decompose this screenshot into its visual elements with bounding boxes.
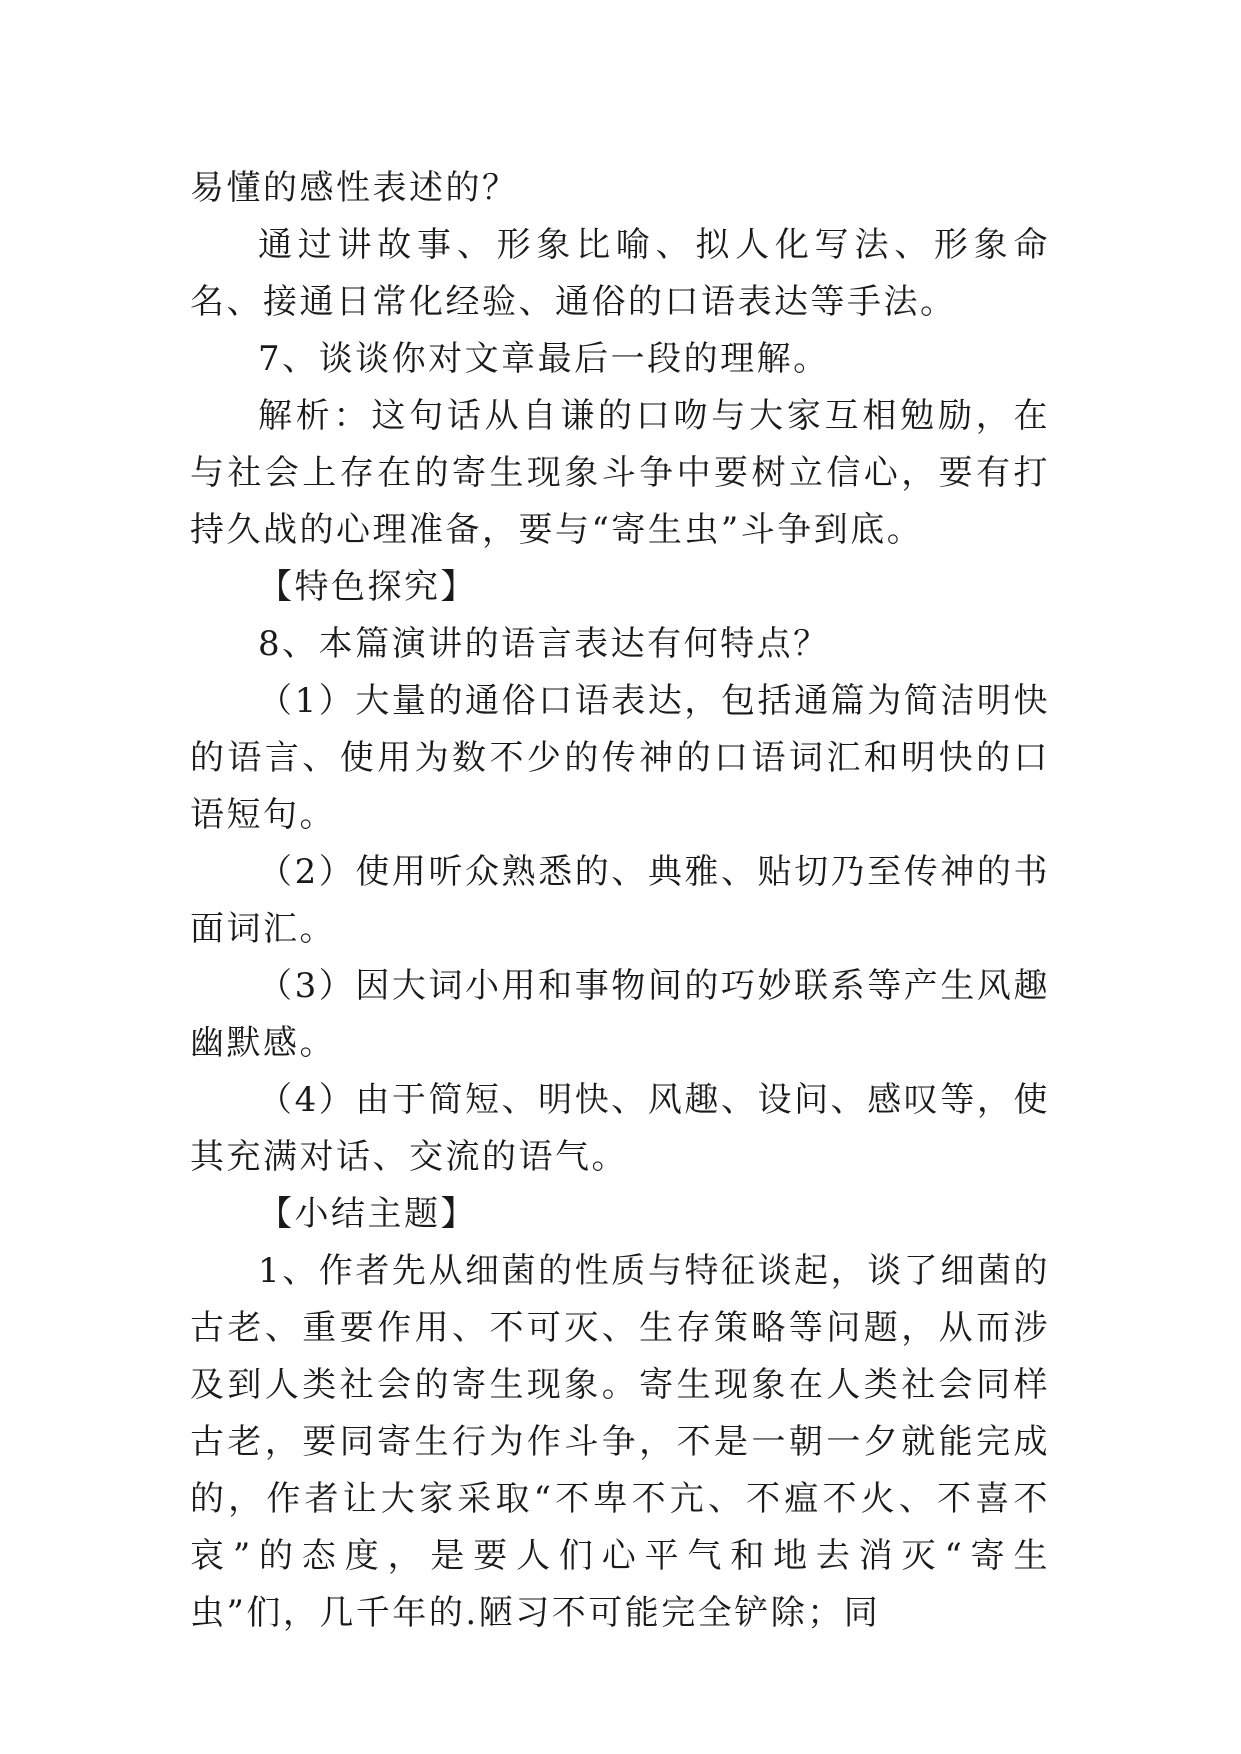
- paragraph-point-4: （4）由于简短、明快、风趣、设问、感叹等，使其充满对话、交流的语气。: [190, 1080, 1050, 1177]
- paragraph-point-1: （1）大量的通俗口语表达，包括通篇为简洁明快的语言、使用为数不少的传神的口语词汇和明快的口语短句。: [190, 681, 1050, 835]
- document-body: [190, 160, 1050, 1642]
- section-heading-features: 【特色探究】: [258, 567, 477, 607]
- paragraph-answer-7: 解析：这句话从自谦的口吻与大家互相勉励，在与社会上存在的寄生现象斗争中要树立信心，要有打持久战的心理准备，要与“寄生虫”斗争到底。: [190, 396, 1050, 550]
- paragraph-continuation: 易懂的感性表述的？: [190, 168, 519, 208]
- paragraph-question-8: 8、本篇演讲的语言表达有何特点？: [258, 624, 830, 664]
- paragraph-point-2: （2）使用听众熟悉的、典雅、贴切乃至传神的书面词汇。: [190, 852, 1050, 949]
- paragraph-summary-1: 1、作者先从细菌的性质与特征谈起，谈了细菌的古老、重要作用、不可灭、生存策略等问题，从而涉及到人类社会的寄生现象。寄生现象在人类社会同样古老，要同寄生行为作斗争，不是一朝一夕就能完成的，作者让大家采取“不卑不亢、不瘟不火、不喜不哀”的态度，是要人们心平气和地去消灭“寄生虫”们，几千年的.陋习不可能完全铲除；同: [190, 1251, 1050, 1633]
- paragraph-question-7: 7、谈谈你对文章最后一段的理解。: [258, 339, 830, 379]
- paragraph-point-3: （3）因大词小用和事物间的巧妙联系等产生风趣幽默感。: [190, 966, 1050, 1063]
- section-heading-summary: 【小结主题】: [258, 1194, 477, 1234]
- paragraph-answer-6: 通过讲故事、形象比喻、拟人化写法、形象命名、接通日常化经验、通俗的口语表达等手法。: [190, 225, 1050, 322]
